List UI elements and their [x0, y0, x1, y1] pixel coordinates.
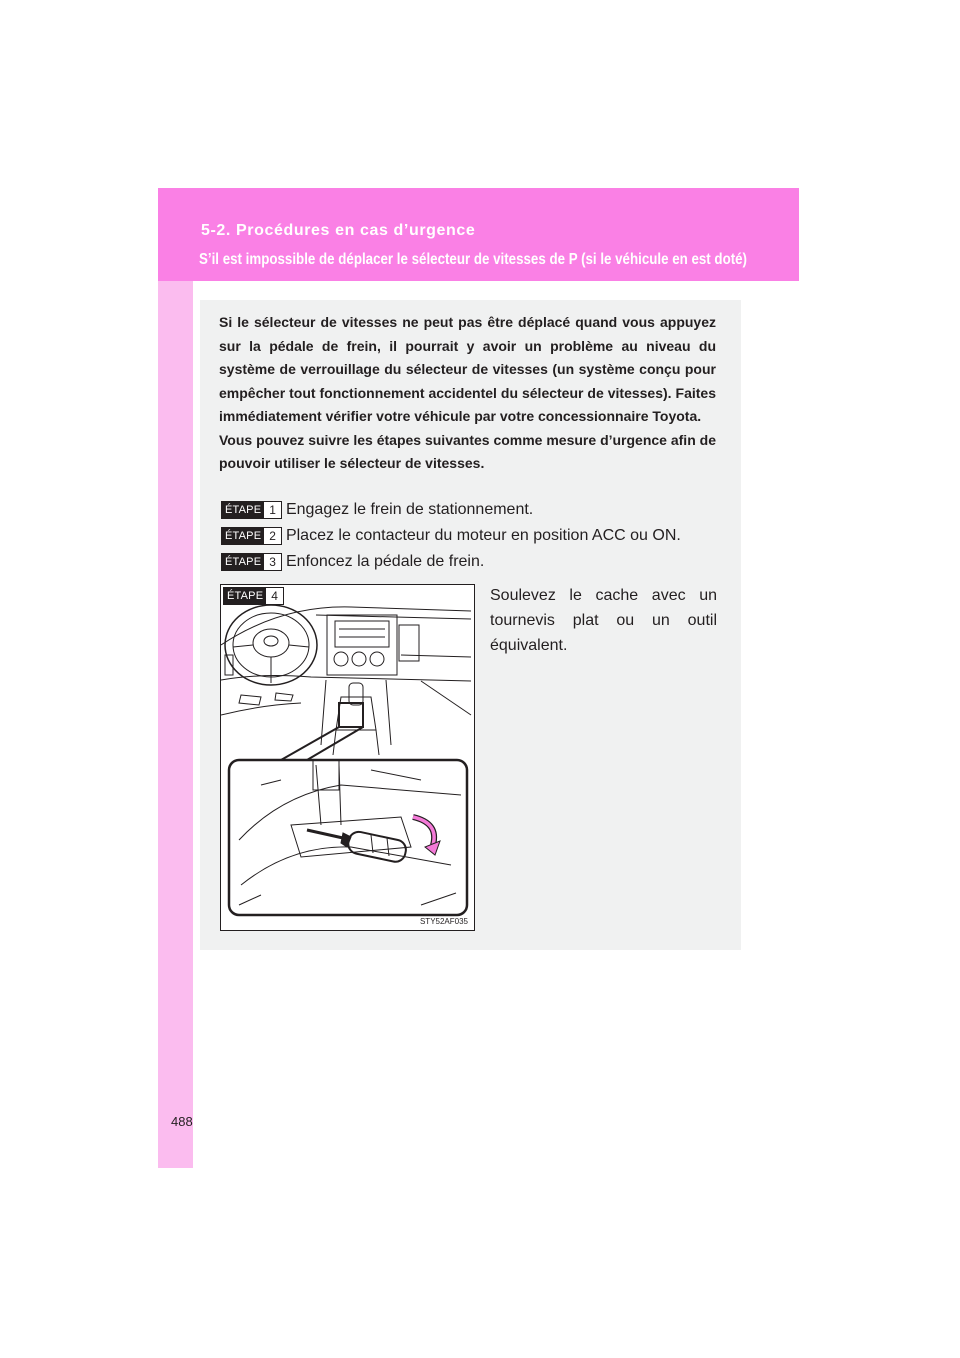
page-number: 488	[171, 1114, 193, 1129]
step-badge	[221, 527, 282, 545]
step-badge-number: 2	[264, 528, 281, 544]
step-2	[221, 524, 681, 548]
intro-paragraph-2: Vous pouvez suivre les étapes suivantes comme mesure d’urgence afin de pouvoir utiliser le sélecteur de vitesses.	[219, 431, 716, 471]
figure-code: STY52AF035	[419, 917, 468, 926]
sidebar-strip	[158, 188, 193, 1168]
intro-paragraph-1: Si le sélecteur de vitesses ne peut pas être déplacé quand vous appuyez sur la pédale de frein, il pourrait y avoir un problème au niveau du système de verrouillage du sélecteur de vitesses (un système conçu pour empêcher tout fonctionnement accidentel du sélecteur de vitesses). Faites immédiatement vérifier votre véhicule par votre concessionnaire Toyota.	[219, 314, 716, 424]
step-badge-label: ÉTAPE	[222, 528, 264, 544]
header-band	[158, 188, 799, 281]
step-badge-label: ÉTAPE	[224, 588, 266, 604]
step-badge-number: 3	[264, 554, 281, 570]
step-badge-label: ÉTAPE	[222, 554, 264, 570]
step-badge-number: 4	[266, 588, 283, 604]
page-subtitle: S’il est impossible de déplacer le sélecteur de vitesses de P (si le véhicule en est doté)	[199, 251, 748, 268]
step-badge	[223, 587, 284, 605]
step-text: Enfoncez la pédale de frein.	[285, 553, 485, 570]
step-badge-label: ÉTAPE	[222, 502, 264, 518]
step-1	[221, 498, 533, 522]
step-4-text: Soulevez le cache avec un tournevis plat ou un outil équivalent.	[490, 587, 717, 654]
step-badge-number: 1	[264, 502, 281, 518]
step-badge	[221, 553, 282, 571]
shift-lever-illustration	[220, 584, 475, 931]
step-text: Placez le contacteur du moteur en position ACC ou ON.	[285, 527, 681, 544]
step-text: Engagez le frein de stationnement.	[285, 501, 534, 518]
section-title: 5-2. Procédures en cas d’urgence	[201, 222, 476, 239]
step-badge	[221, 501, 282, 519]
content-panel	[200, 300, 741, 950]
step-3	[221, 550, 484, 574]
intro-text	[219, 311, 716, 476]
dashboard-drawing	[221, 585, 475, 931]
